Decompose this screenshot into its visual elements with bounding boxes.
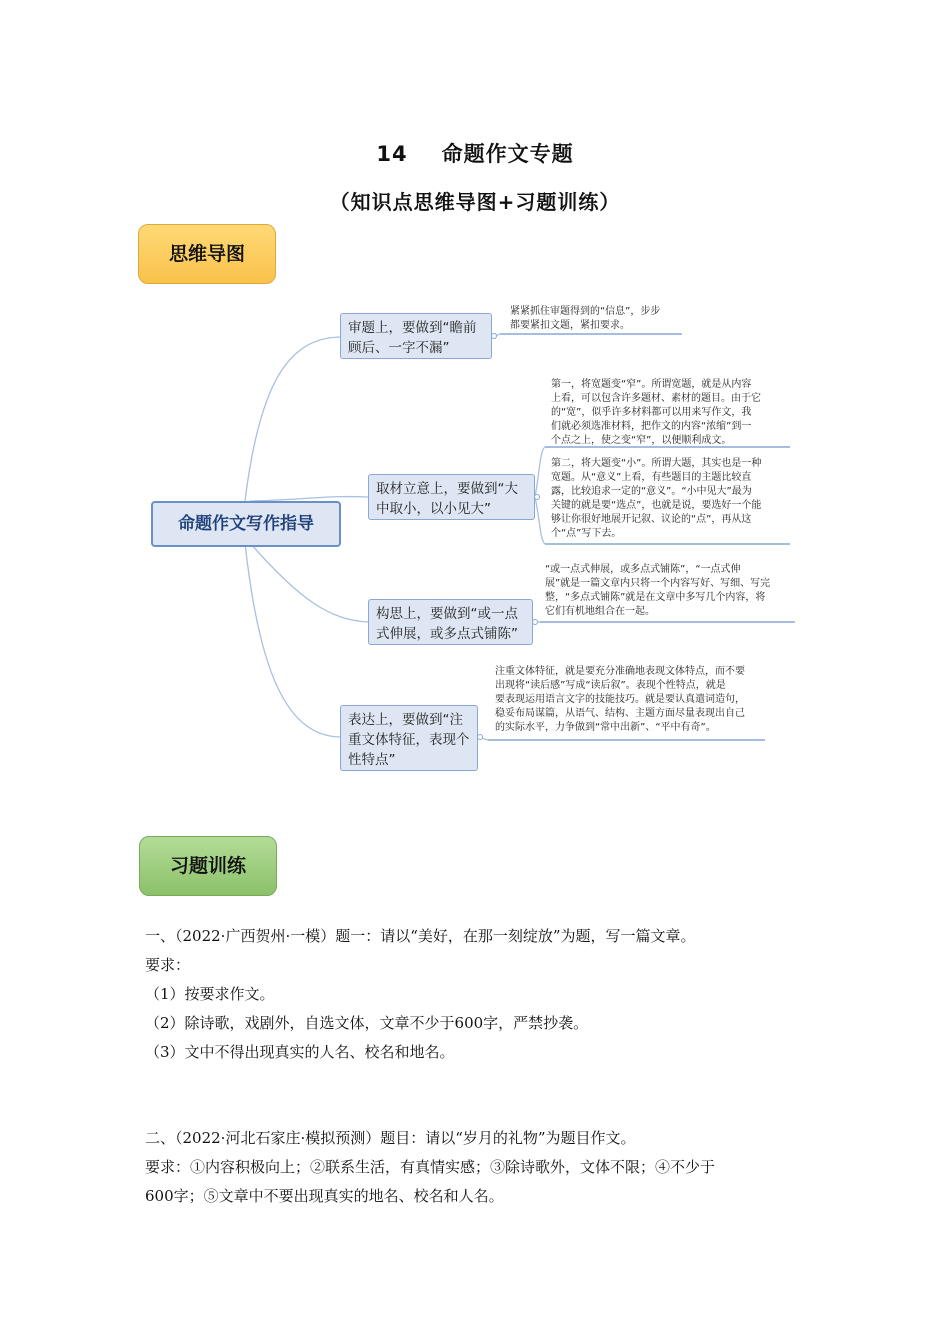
note-line: 关键的就是要“选点”，也就是说，要选好一个能 bbox=[551, 500, 762, 511]
note-line: 个“点”写下去。 bbox=[551, 528, 622, 539]
note-line: 够让你很好地展开记叙、议论的“点”，再从这 bbox=[551, 514, 752, 525]
note-line: 注重文体特征，就是要充分准确地表现文体特点，而不要 bbox=[495, 666, 745, 677]
exercise-line: 一、（2022·广西贺州·一模）题一：请以“美好，在那一刻绽放”为题，写一篇文章。 bbox=[145, 927, 696, 945]
note-line: 稳妥布局谋篇，从语气、结构、主题方面尽量表现出自己 bbox=[495, 708, 745, 719]
branch-label-line: 表达上，要做到“注 bbox=[348, 712, 463, 728]
exercise-2 bbox=[145, 1124, 825, 1211]
mindmap-branch-topic-review bbox=[340, 313, 492, 359]
exercises-section-badge: 习题训练 bbox=[139, 836, 277, 896]
mindmap-note-expression bbox=[495, 665, 745, 735]
mindmap-branch-material-theme bbox=[368, 474, 535, 520]
exercise-line: （1）按要求作文。 bbox=[145, 985, 275, 1003]
mindmap-branch-structure bbox=[368, 599, 533, 645]
note-line: 的实际水平，力争做到“常中出新”、“平中有奇”。 bbox=[495, 722, 716, 733]
exercise-line: （2）除诗歌，戏剧外，自选文体，文章不少于600字，严禁抄袭。 bbox=[145, 1014, 589, 1032]
note-line: 紧紧抓住审题得到的“信息”，步步 bbox=[510, 306, 661, 317]
topic-number: 14 bbox=[376, 142, 408, 166]
note-line: 都要紧扣文题，紧扣要求。 bbox=[510, 320, 630, 331]
note-line: 第一，将宽题变“窄”。所谓宽题，就是从内容 bbox=[551, 379, 752, 390]
exercise-line: 要求： bbox=[145, 956, 191, 974]
mindmap-note-structure bbox=[545, 563, 770, 619]
note-line: 们就必须选准材料，把作文的内容“浓缩”到一 bbox=[551, 421, 752, 432]
note-line: 要表现运用语言文字的技能技巧。就是要认真遣词造句， bbox=[495, 694, 745, 705]
mindmap-note-narrow-topic bbox=[551, 378, 761, 448]
note-line: 的“宽”，似乎许多材料都可以用来写作文，我 bbox=[551, 407, 752, 418]
branch-label-line: 重文体特征，表现个 bbox=[348, 732, 470, 748]
branch-label-line: 构思上，要做到“或一点 bbox=[376, 606, 518, 622]
exercise-line: 600字；⑤文章中不要出现真实的地名、校名和人名。 bbox=[145, 1187, 504, 1205]
mindmap-note-topic-review bbox=[510, 305, 660, 333]
note-line: 整，“多点式铺陈”就是在文章中多写几个内容，将 bbox=[545, 592, 766, 603]
exercise-line: 要求：①内容积极向上；②联系生活，有真情实感；③除诗歌外，文体不限；④不少于 bbox=[145, 1158, 716, 1176]
mindmap-central-node: 命题作文写作指导 bbox=[151, 501, 341, 547]
exercise-1 bbox=[145, 922, 825, 1067]
mindmap-note-small-topic bbox=[551, 457, 761, 541]
mindmap-branch-expression bbox=[340, 705, 478, 771]
page-subtitle: （知识点思维导图+习题训练） bbox=[329, 190, 621, 214]
branch-label-line: 顾后、一字不漏” bbox=[348, 340, 450, 356]
note-line: 展”就是一篇文章内只将一个内容写好、写细、写完 bbox=[545, 578, 771, 589]
note-line: 它们有机地组合在一起。 bbox=[545, 606, 655, 617]
branch-label-line: 性特点” bbox=[348, 752, 396, 768]
branch-label-line: 式伸展，或多点式铺陈” bbox=[376, 626, 518, 642]
note-line: 第二，将大题变“小”。所谓大题，其实也是一种 bbox=[551, 458, 762, 469]
topic-title: 命题作文专题 bbox=[441, 142, 574, 166]
note-line: 个点之上，使之变“窄”，以便顺利成文。 bbox=[551, 435, 732, 446]
exercise-line: 二、（2022·河北石家庄·模拟预测）题目：请以“岁月的礼物”为题目作文。 bbox=[145, 1129, 636, 1147]
mindmap-section-badge: 思维导图 bbox=[138, 224, 276, 284]
exercise-line: （3）文中不得出现真实的人名、校名和地名。 bbox=[145, 1043, 455, 1061]
note-line: 宽题。从“意义”上看，有些题目的主题比较直 bbox=[551, 472, 752, 483]
branch-label-line: 审题上，要做到“瞻前 bbox=[348, 320, 477, 336]
note-line: 上看，可以包含许多题材、素材的题目。由于它 bbox=[551, 393, 761, 404]
note-line: 露，比较追求一定的“意义”。“小中见大”最为 bbox=[551, 486, 752, 497]
note-line: 出现将“读后感”写成“读后叙”。表现个性特点，就是 bbox=[495, 680, 726, 691]
note-line: “或一点式伸展，或多点式铺陈”，“一点式伸 bbox=[545, 564, 741, 575]
branch-label-line: 中取小，以小见大” bbox=[376, 501, 491, 517]
branch-label-line: 取材立意上，要做到“大 bbox=[376, 481, 518, 497]
